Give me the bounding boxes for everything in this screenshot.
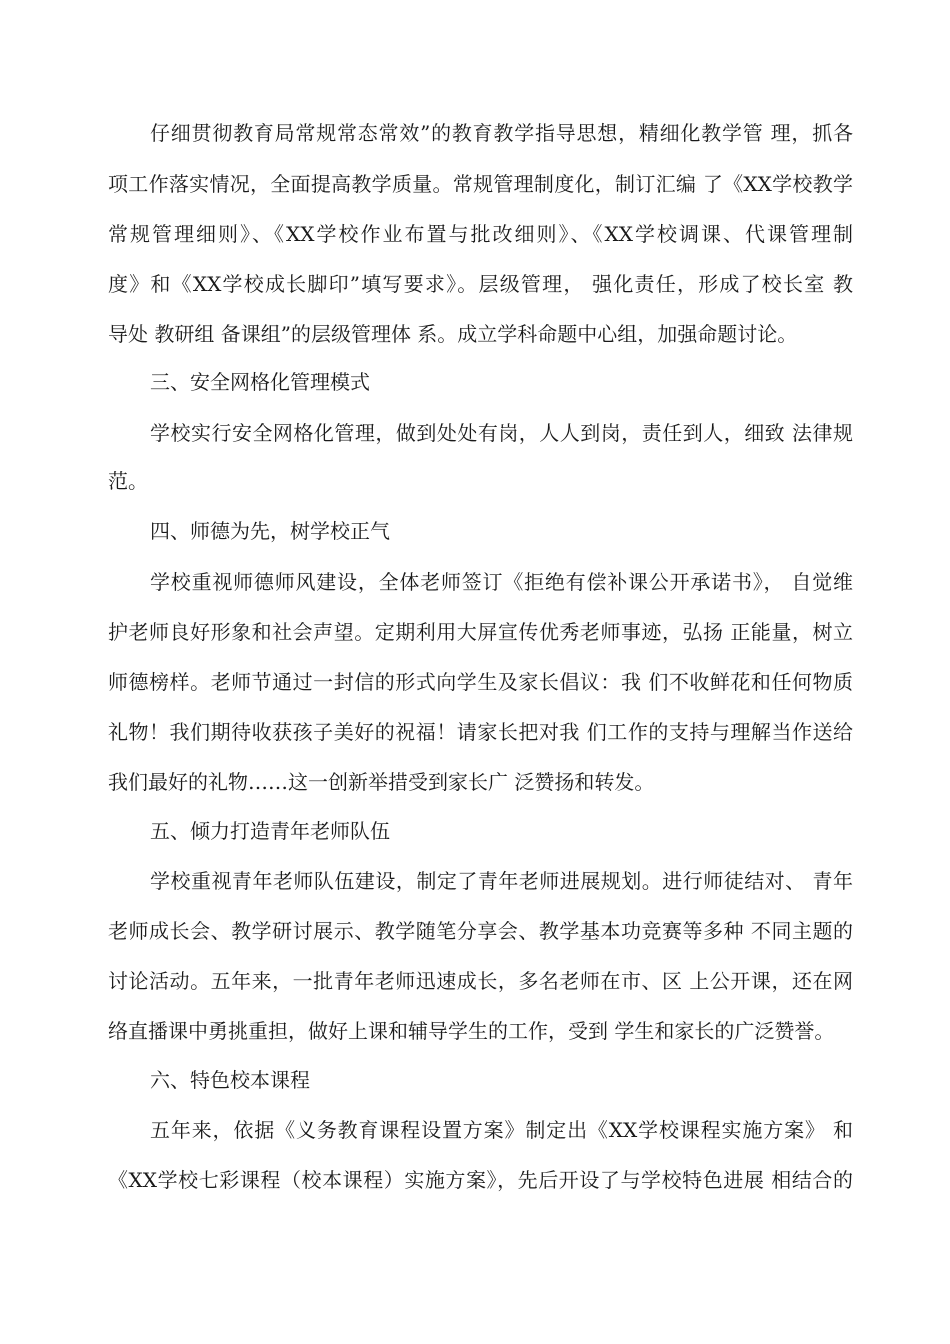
paragraph-line: 范。 — [108, 469, 148, 493]
section-heading: 五、倾力打造青年老师队伍 — [150, 819, 390, 843]
paragraph-line: 我们最好的礼物……这一创新举措受到家长广 泛赞扬和转发。 — [108, 770, 655, 794]
paragraph-line: 仔细贯彻教育局常规常态常效”的教育教学指导思想，精细化教学管 理，抓各 — [150, 121, 853, 145]
paragraph-line: 络直播课中勇挑重担，做好上课和辅导学生的工作，受到 学生和家长的广泛赞誉。 — [108, 1019, 835, 1043]
paragraph-line: 老师成长会、教学研讨展示、教学随笔分享会、教学基本功竞赛等多种 不同主题的 — [108, 919, 853, 943]
paragraph-line: 学校重视师德师风建设，全体老师签订《拒绝有偿补课公开承诺书》， 自觉维 — [150, 570, 853, 594]
section-heading: 六、特色校本课程 — [150, 1068, 310, 1092]
paragraph-line: 学校实行安全网格化管理，做到处处有岗，人人到岗，责任到人，细致 法律规 — [150, 421, 853, 445]
paragraph-line: 师德榜样。老师节通过一封信的形式向学生及家长倡议：我 们不收鲜花和任何物质 — [108, 670, 853, 694]
paragraph-line: 度》和《XX学校成长脚印”填写要求》。层级管理， 强化责任，形成了校长室 教 — [108, 272, 853, 296]
paragraph-line: 护老师良好形象和社会声望。定期利用大屏宣传优秀老师事迹，弘扬 正能量，树立 — [108, 620, 853, 644]
paragraph-line: 学校重视青年老师队伍建设，制定了青年老师进展规划。进行师徒结对、 青年 — [150, 869, 853, 893]
paragraph-line: 导处 教研组 备课组”的层级管理体 系。成立学科命题中心组，加强命题讨论。 — [108, 322, 798, 346]
paragraph-line: 讨论活动。五年来，一批青年老师迅速成长，多名老师在市、区 上公开课，还在网 — [108, 969, 853, 993]
paragraph-line: 常规管理细则》、《XX学校作业布置与批改细则》、《XX学校调课、代课管理制 — [108, 222, 853, 246]
paragraph-line: 礼物！我们期待收获孩子美好的祝福！请家长把对我 们工作的支持与理解当作送给 — [108, 720, 853, 744]
paragraph-line: 《XX学校七彩课程（校本课程）实施方案》，先后开设了与学校特色进展 相结合的 — [108, 1168, 853, 1192]
paragraph-line: 五年来，依据《义务教育课程设置方案》制定出《XX学校课程实施方案》 和 — [150, 1118, 853, 1142]
section-heading: 三、安全网格化管理模式 — [150, 370, 370, 394]
section-heading: 四、师德为先，树学校正气 — [150, 519, 390, 543]
paragraph-line: 项工作落实情况，全面提高教学质量。常规管理制度化，制订汇编 了《XX学校教学 — [108, 172, 853, 196]
